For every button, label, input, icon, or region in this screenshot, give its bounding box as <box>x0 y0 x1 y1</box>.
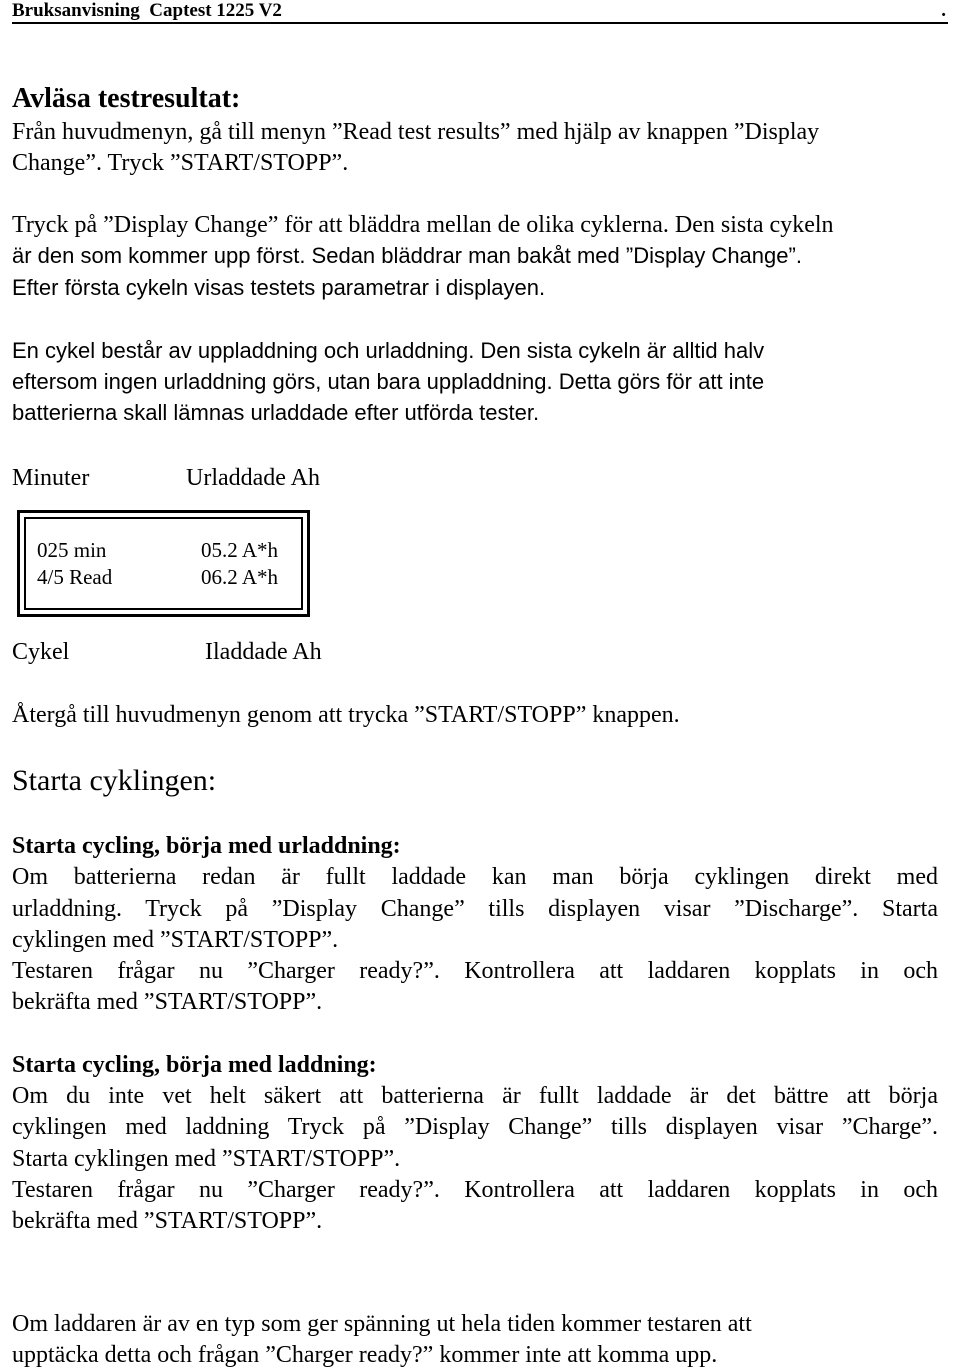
header-dot: . <box>941 0 946 21</box>
return-instruction: Återgå till huvudmenyn genom att trycka ”START/STOPP” knappen. <box>12 702 680 728</box>
paragraph-line: bekräfta med ”START/STOPP”. <box>12 1208 323 1234</box>
footer-line: Om laddaren är av en typ som ger spänning ut hela tiden kommer testaren att <box>12 1311 752 1337</box>
display-minutes: 025 min <box>37 538 107 562</box>
display-charged-ah: 06.2 A*h <box>201 565 279 589</box>
paragraph-line: cyklingen med laddning Tryck på ”Display Change” tills displayen visar ”Charge”. <box>12 1114 938 1140</box>
paragraph-line: Om du inte vet helt säkert att batterierna är fullt laddade är det bättre att börja <box>12 1083 938 1109</box>
paragraph-line: Om batterierna redan är fullt laddade kan man börja cyklingen direkt med <box>12 864 938 890</box>
paragraph-line: Efter första cykeln visas testets parametrar i displayen. <box>12 275 546 300</box>
paragraph-line: Testaren frågar nu ”Charger ready?”. Kontrollera att laddaren kopplats in och <box>12 958 938 984</box>
document-title: Bruksanvisning Captest 1225 V2 <box>12 0 282 21</box>
paragraph-line: eftersom ingen urladdning görs, utan bara uppladdning. Detta görs för att inte <box>12 369 765 394</box>
display-cycle: 4/5 Read <box>37 565 113 589</box>
paragraph-line: Starta cyklingen med ”START/STOPP”. <box>12 1146 401 1172</box>
page-header <box>12 0 948 24</box>
paragraph-line: Från huvudmenyn, gå till menyn ”Read test results” med hjälp av knappen ”Display <box>12 119 820 145</box>
subheading-charge-first: Starta cycling, börja med laddning: <box>12 1052 377 1078</box>
paragraph-line: Tryck på ”Display Change” för att bläddra mellan de olika cyklerna. Den sista cykeln <box>12 212 834 238</box>
paragraph-line: cyklingen med ”START/STOPP”. <box>12 927 339 953</box>
section-heading-read-results: Avläsa testresultat: <box>12 83 241 114</box>
paragraph-line: Change”. Tryck ”START/STOPP”. <box>12 150 349 176</box>
paragraph-line: bekräfta med ”START/STOPP”. <box>12 989 323 1015</box>
footer-line: upptäcka detta och frågan ”Charger ready?” kommer inte att komma upp. <box>12 1342 718 1368</box>
label-urladdade-ah: Urladdade Ah <box>186 465 320 491</box>
subheading-discharge-first: Starta cycling, börja med urladdning: <box>12 833 401 859</box>
label-minuter: Minuter <box>12 465 90 491</box>
display-discharged-ah: 05.2 A*h <box>201 538 279 562</box>
paragraph-line: urladdning. Tryck på ”Display Change” tills displayen visar ”Discharge”. Starta <box>12 896 938 922</box>
section-heading-start-cycling: Starta cyklingen: <box>12 764 217 797</box>
display-diagram <box>17 510 310 617</box>
paragraph-line: är den som kommer upp först. Sedan bläddrar man bakåt med ”Display Change”. <box>12 243 802 268</box>
display-screen <box>24 517 303 610</box>
paragraph-line: En cykel består av uppladdning och urladdning. Den sista cykeln är alltid halv <box>12 338 765 363</box>
paragraph-line: Testaren frågar nu ”Charger ready?”. Kontrollera att laddaren kopplats in och <box>12 1177 938 1203</box>
label-iladdade-ah: Iladdade Ah <box>205 639 322 665</box>
label-cykel: Cykel <box>12 639 70 665</box>
paragraph-line: batterierna skall lämnas urladdade efter utförda tester. <box>12 400 540 425</box>
